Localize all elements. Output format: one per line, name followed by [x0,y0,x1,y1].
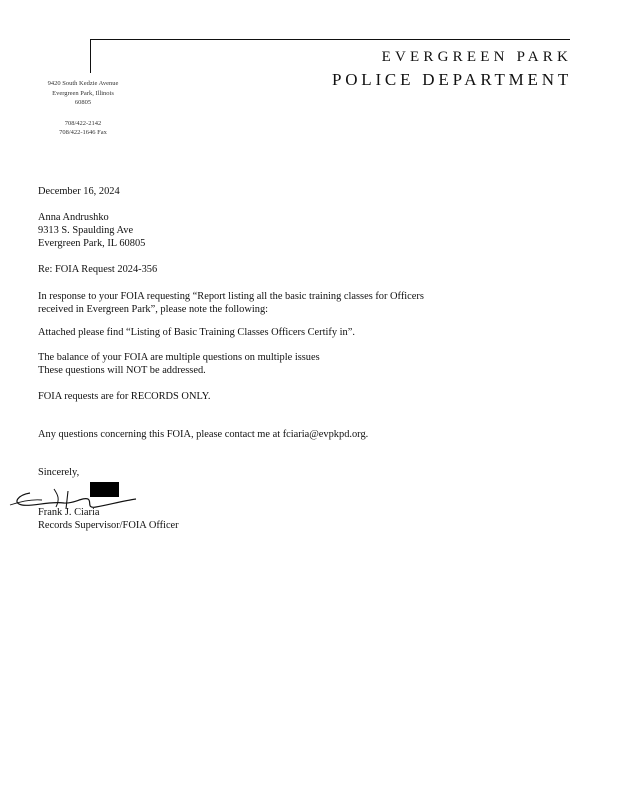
address-zip: 60805 [74,99,92,106]
fax-number: 708/422-1646 Fax [59,129,107,136]
department-name-line1: EVERGREEN PARK [381,49,572,65]
paragraph-contact: Any questions concerning this FOIA, please contact me at fciaria@evpkpd.org. [38,429,369,440]
signer-title: Records Supervisor/FOIA Officer [38,520,179,531]
paragraph-balance-line2: These questions will NOT be addressed. [38,365,206,376]
redaction-box [90,482,119,497]
subject-line: Re: FOIA Request 2024-356 [38,264,158,275]
address-city: Evergreen Park, Illinois [52,89,114,97]
paragraph-balance-line1: The balance of your FOIA are multiple questions on multiple issues [38,352,320,363]
closing-salutation: Sincerely, [38,467,80,478]
recipient-street: 9313 S. Spaulding Ave [38,225,134,236]
recipient-name: Anna Andrushko [38,212,109,223]
phone-number: 708/422-2142 [64,119,102,127]
letter-date: December 16, 2024 [38,186,120,197]
paragraph-records-only: FOIA requests are for RECORDS ONLY. [38,391,211,402]
recipient-city: Evergreen Park, IL 60805 [38,238,146,249]
department-name-line2: POLICE DEPARTMENT [331,70,572,89]
paragraph-attachment: Attached please find “Listing of Basic Training Classes Officers Certify in”. [38,327,355,338]
address-street: 9420 South Kedzie Avenue [47,80,119,87]
signer-name: Frank J. Ciaria [38,507,100,518]
department-address-block [26,79,140,138]
paragraph-request-line1: In response to your FOIA requesting “Report listing all the basic training classes for Officers [38,291,424,302]
letterhead-rule-horizontal [90,39,570,40]
letterhead-rule-vertical [90,39,91,73]
paragraph-request-line2: received in Evergreen Park”, please note the following: [38,304,269,315]
